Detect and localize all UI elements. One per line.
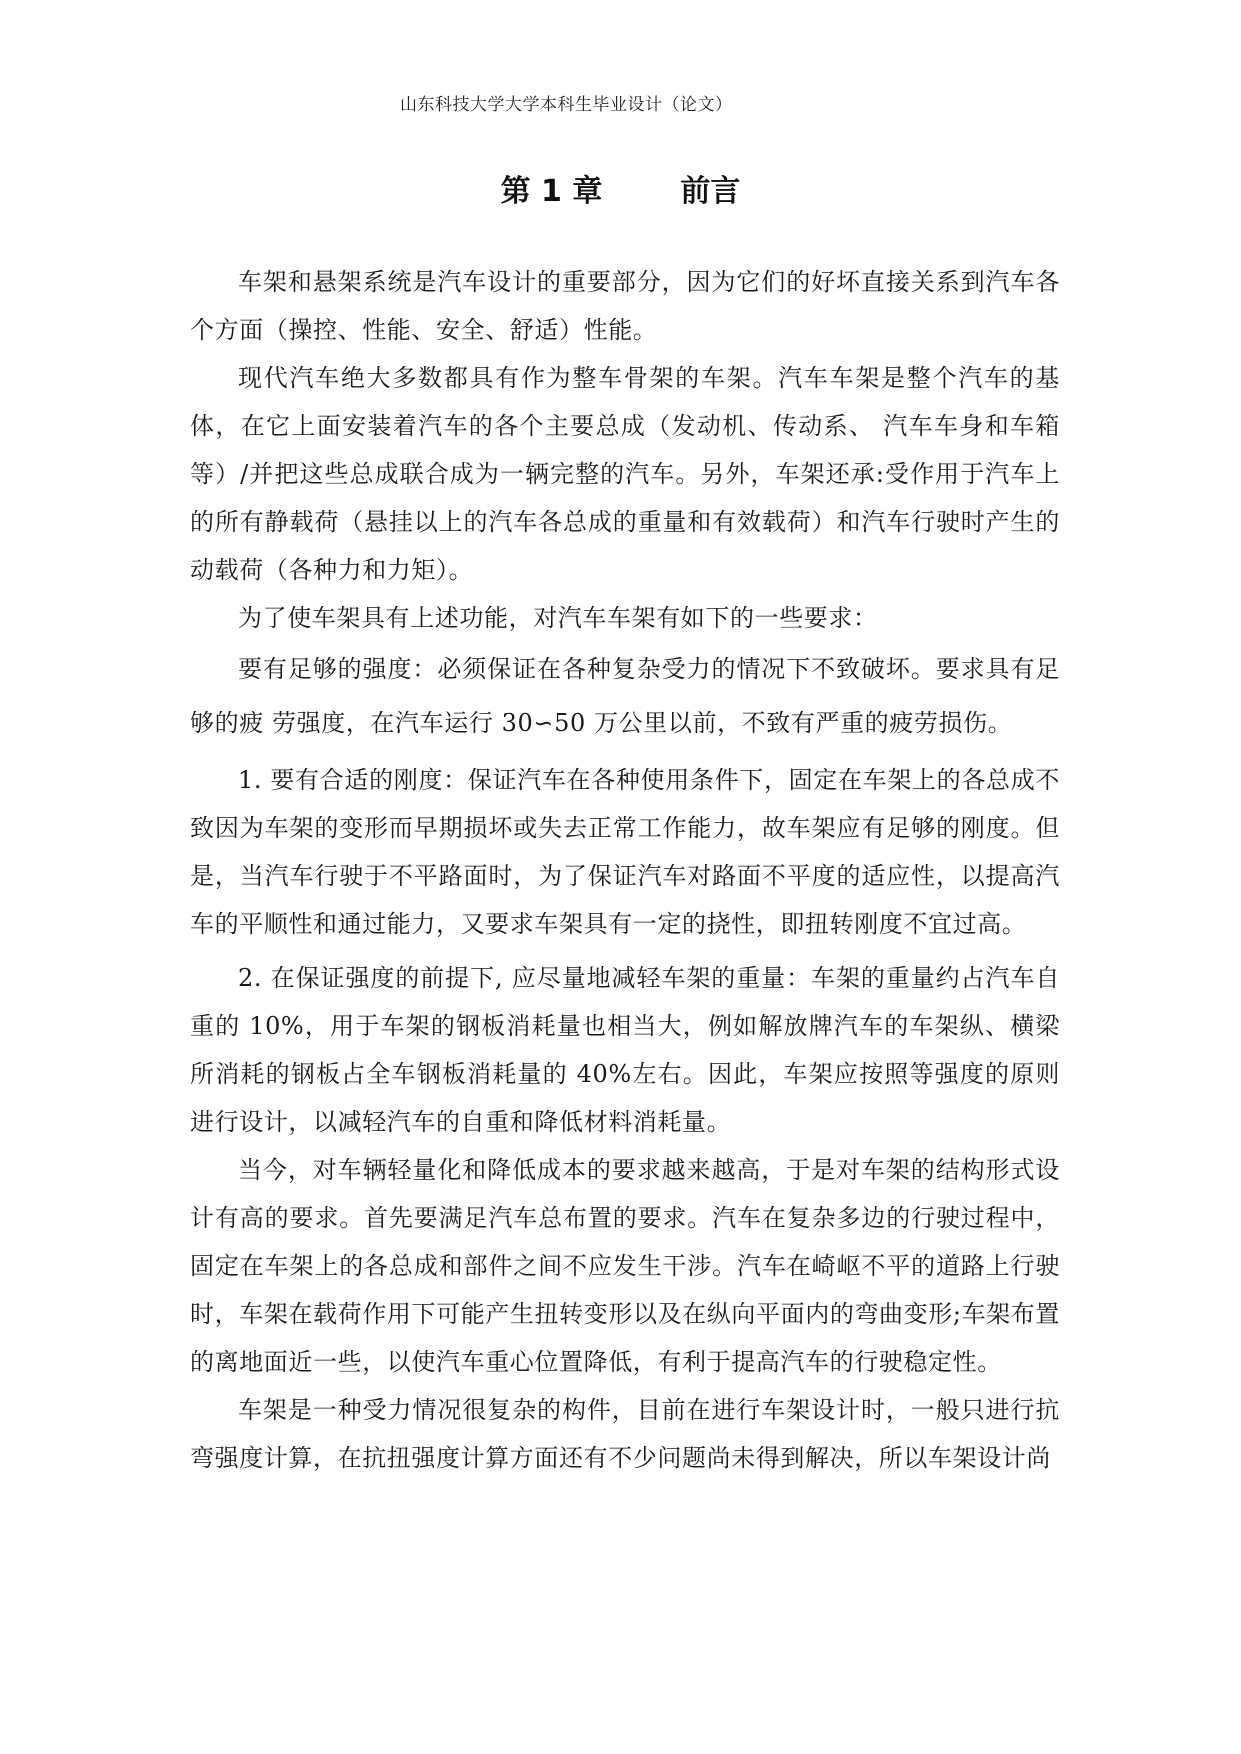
- paragraph: 2. 在保证强度的前提下, 应尽量地减轻车架的重量：车架的重量约占汽车自重的 10%，用于车架的钢板消耗量也相当大，例如解放牌汽车的车架纵、横梁所消耗的钢板占全车钢板消耗量的 40%左右。因此，车架应按照等强度的原则进行设计，以减轻汽车的自重和降低材料消耗量。: [190, 964, 1060, 1136]
- running-header: 山东科技大学大学本科生毕业设计（论文）: [400, 95, 733, 115]
- paragraph: 要有足够的强度：必须保证在各种复杂受力的情况下不致破坏。要求具有足够的疲 劳强度，在汽车运行 30∽50 万公里以前，不致有严重的疲劳损伤。: [190, 655, 1060, 737]
- paragraph: 当今，对车辆轻量化和降低成本的要求越来越高，于是对车架的结构形式设计有高的要求。首先要满足汽车总布置的要求。汽车在复杂多边的行驶过程中，固定在车架上的各总成和部件之间不应发生干涉。汽车在崎岖不平的道路上行驶时，车架在载荷作用下可能产生扭转变形以及在纵向平面内的弯曲变形;车架布置的离地面近一些，以使汽车重心位置降低，有利于提高汽车的行驶稳定性。: [190, 1156, 1060, 1376]
- chapter-heading: [0, 166, 1241, 210]
- paragraph: 车架是一种受力情况很复杂的构件，目前在进行车架设计时，一般只进行抗弯强度计算，在抗扭强度计算方面还有不少问题尚未得到解决，所以车架设计尚: [190, 1396, 1060, 1472]
- paragraph: 1. 要有合适的刚度：保证汽车在各种使用条件下，固定在车架上的各总成不致因为车架的变形而早期损坏或失去正常工作能力，故车架应有足够的刚度。但是，当汽车行驶于不平路面时，为了保证汽车对路面不平度的适应性，以提高汽车的平顺性和通过能力，又要求车架具有一定的挠性，即扭转刚度不宜过高。: [190, 766, 1060, 938]
- paragraph: 现代汽车绝大多数都具有作为整车骨架的车架。汽车车架是整个汽车的基体，在它上面安装着汽车的各个主要总成（发动机、传动系、 汽车车身和车箱等）/并把这些总成联合成为一辆完整的汽车。另外，车架还承:受作用于汽车上的所有静载荷（悬挂以上的汽车各总成的重量和有效载荷）和汽车行驶时产生的动载荷（各种力和力矩）。: [190, 364, 1060, 584]
- paragraph: 为了使车架具有上述功能，对汽车车架有如下的一些要求：: [238, 604, 878, 632]
- chapter-number: 第 1 章: [500, 174, 603, 209]
- body-text: [190, 258, 1060, 1482]
- paragraph: 车架和悬架系统是汽车设计的重要部分，因为它们的好坏直接关系到汽车各个方面（操控、性能、安全、舒适）性能。: [190, 268, 1060, 344]
- chapter-title: 前言: [680, 174, 741, 209]
